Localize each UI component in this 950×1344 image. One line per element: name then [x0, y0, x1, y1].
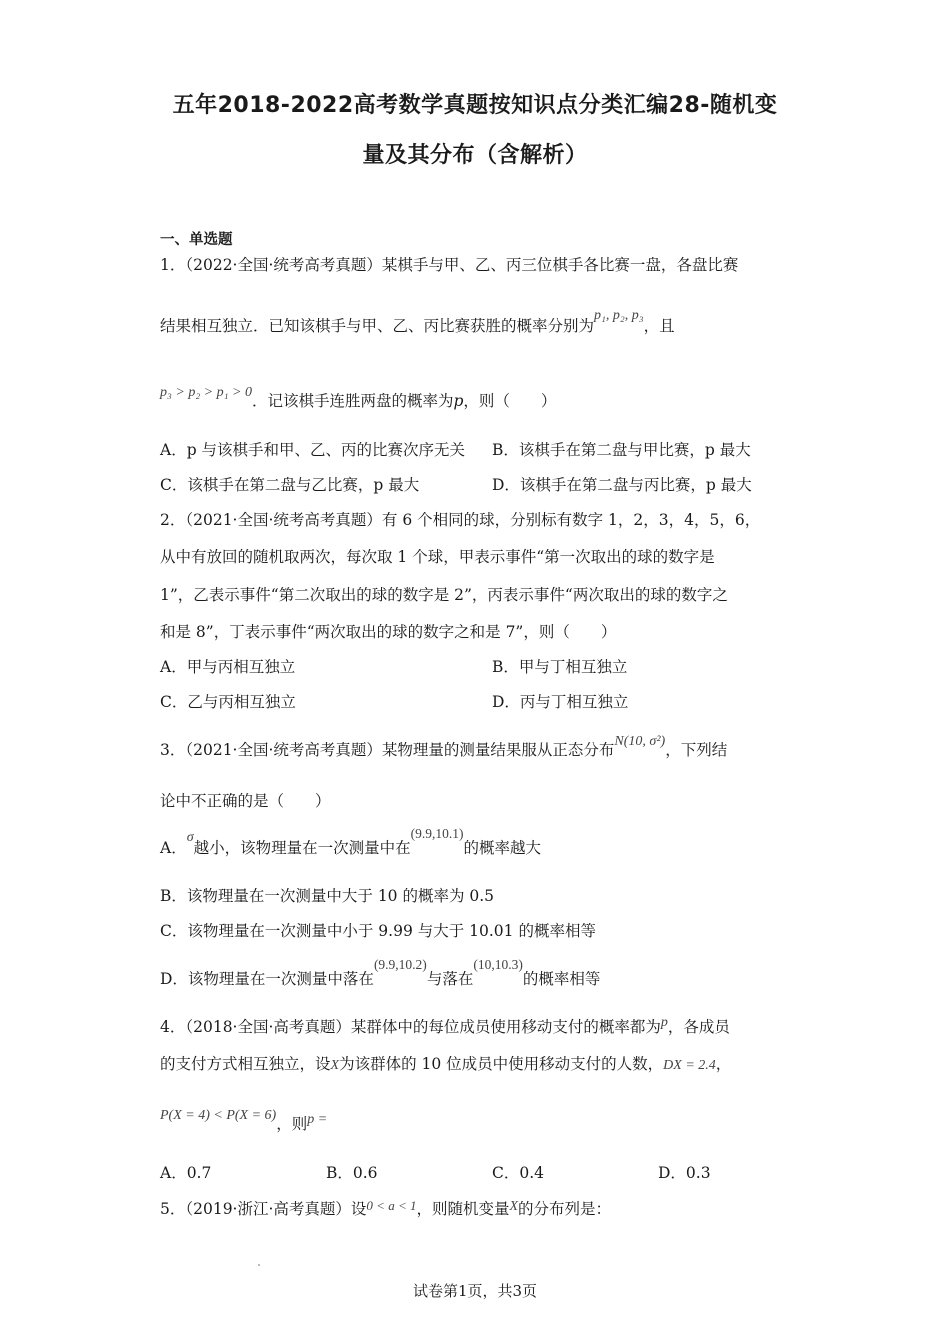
q3-normal-distribution-math: N(10, σ²) [614, 734, 666, 749]
q4-option-d: D．0.3 [658, 1164, 711, 1182]
q3-text: 的概率相等 [522, 970, 601, 988]
q4-text: 的支付方式相互独立，设 [160, 1055, 331, 1073]
section-heading: 一、单选题 [160, 232, 233, 248]
q3-option-c: C．该物理量在一次测量中小于 9.99 与大于 10.01 的概率相等 [160, 922, 596, 940]
q1-text: ，则（ ） [463, 392, 557, 410]
q3-text: D．该物理量在一次测量中落在 [160, 970, 374, 988]
q2-option-c: C．乙与丙相互独立 [160, 693, 296, 711]
q5-text: 的分布列是： [518, 1200, 612, 1218]
q1-text: 结果相互独立．已知该棋手与甲、乙、丙比赛获胜的概率分别为 [160, 317, 595, 335]
q3-text: A． [160, 839, 187, 857]
q4-text: 4．（2018·全国·高考真题）某群体中的每位成员使用移动支付的概率都为 [160, 1018, 661, 1036]
q4-x-math: X [330, 1058, 340, 1073]
q3-option-b: B．该物理量在一次测量中大于 10 的概率为 0.5 [160, 887, 495, 905]
q4-option-a: A．0.7 [160, 1164, 212, 1182]
q2-option-b: B．甲与丁相互独立 [492, 658, 628, 676]
q1-option-b: B．该棋手在第二盘与甲比赛，p 最大 [492, 441, 751, 459]
q3-line-2: 论中不正确的是（ ） [160, 792, 331, 810]
q4-option-c: C．0.4 [492, 1164, 545, 1182]
q3-interval-math: (9.9,10.2) [373, 957, 427, 972]
q3-text: 越小，该物理量在一次测量中在 [193, 839, 411, 857]
q3-option-a [160, 826, 542, 858]
q1-text: ．记该棋手连胜两盘的概率为 [251, 392, 454, 410]
stray-mark [258, 1264, 260, 1266]
q1-line-3 [160, 385, 557, 411]
document-title-line-2: 量及其分布（含解析） [362, 143, 588, 168]
q3-interval-math: (10,10.3) [473, 957, 523, 972]
q4-line-2 [160, 1052, 731, 1074]
q4-text: ，各成员 [667, 1018, 730, 1036]
q5-range-math: 0 < a < 1 [366, 1198, 417, 1213]
q3-sigma-math: σ [186, 830, 194, 845]
q5-text: 5．（2019·浙江·高考真题）设 [160, 1200, 367, 1218]
q3-option-d [160, 957, 601, 989]
q1-inequality-math: p₃ > p₂ > p₁ > 0 [160, 385, 252, 400]
q5-line-1 [160, 1197, 611, 1219]
q1-option-a: A．p 与该棋手和甲、乙、丙的比赛次序无关 [160, 441, 466, 459]
q1-probabilities-math: p₁, p₂, p₃ [594, 308, 644, 323]
q2-option-d: D．丙与丁相互独立 [492, 693, 629, 711]
q4-text: ， [715, 1055, 732, 1073]
q1-line-1: 1．（2022·全国·统考高考真题）某棋手与甲、乙、丙三位棋手各比赛一盘，各盘比赛 [160, 256, 739, 274]
q4-option-b: B．0.6 [326, 1164, 378, 1182]
q4-text: ，则 [276, 1115, 308, 1133]
q3-text: 与落在 [426, 970, 474, 988]
document-title-line-1: 五年2018-2022高考数学真题按知识点分类汇编28-随机变 [172, 93, 778, 118]
q4-variance-math: DX = 2.4 [663, 1058, 716, 1073]
q1-option-d: D．该棋手在第二盘与丙比赛，p 最大 [492, 476, 752, 494]
q3-interval-math: (9.9,10.1) [410, 826, 464, 841]
q3-text: 的概率越大 [463, 839, 542, 857]
q3-line-1 [160, 734, 728, 760]
q4-text: 为该群体的 10 位成员中使用移动支付的人数， [339, 1055, 664, 1073]
q4-line-1 [160, 1015, 730, 1037]
q4-p-math: p [660, 1015, 668, 1030]
q2-line-2: 从中有放回的随机取两次，每次取 1 个球，甲表示事件“第一次取出的球的数字是 [160, 548, 715, 566]
q4-line-3 [160, 1108, 328, 1134]
q1-p-symbol: p [453, 392, 464, 410]
q4-inequality-math: P(X = 4) < P(X = 6) [160, 1108, 277, 1123]
q1-option-c: C．该棋手在第二盘与乙比赛，p 最大 [160, 476, 420, 494]
q1-text: ，且 [643, 317, 675, 335]
q2-line-3: 1”，乙表示事件“第二次取出的球的数字是 2”，丙表示事件“两次取出的球的数字之 [160, 586, 728, 604]
q1-line-2 [160, 308, 675, 336]
q2-option-a: A．甲与丙相互独立 [160, 658, 296, 676]
q3-text: 3．（2021·全国·统考高考真题）某物理量的测量结果服从正态分布 [160, 741, 615, 759]
q5-text: ，则随机变量 [416, 1200, 510, 1218]
q5-x-math: X [509, 1199, 519, 1214]
page-footer: 试卷第1页，共3页 [412, 1282, 538, 1300]
q2-line-4: 和是 8”，丁表示事件“两次取出的球的数字之和是 7”，则（ ） [160, 623, 617, 641]
q4-p-equals-math: p = [307, 1112, 328, 1127]
q3-text: ，下列结 [665, 741, 728, 759]
q2-line-1: 2．（2021·全国·统考高考真题）有 6 个相同的球，分别标有数字 1，2，3，4，5，6， [160, 511, 761, 529]
